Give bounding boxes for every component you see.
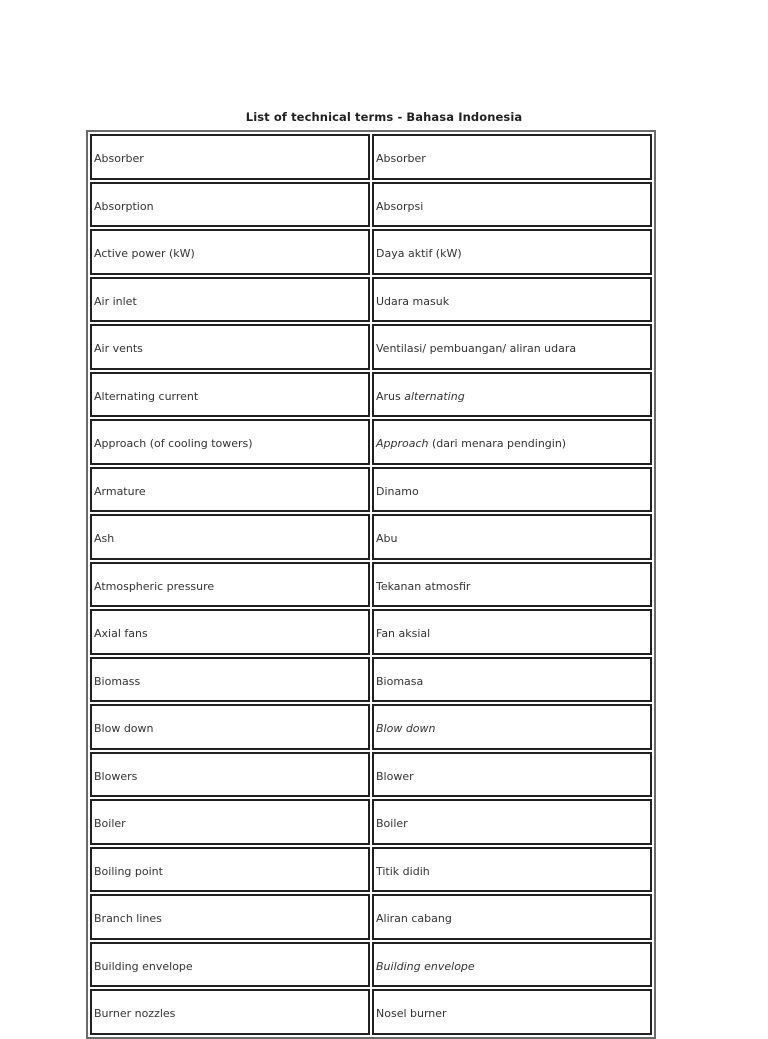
indonesian-term-text: alternating <box>404 389 465 403</box>
indonesian-term-cell <box>372 657 652 703</box>
indonesian-term-cell <box>372 514 652 560</box>
table-row <box>90 894 652 940</box>
table-row <box>90 467 652 513</box>
indonesian-term-text: Titik didih <box>376 864 430 878</box>
table-row <box>90 134 652 180</box>
english-term-cell: Active power (kW) <box>90 229 370 275</box>
indonesian-term-text: Tekanan atmosfir <box>376 579 471 593</box>
indonesian-term-cell <box>372 989 652 1035</box>
indonesian-term-cell <box>372 372 652 418</box>
english-term-cell: Blow down <box>90 704 370 750</box>
indonesian-term-cell <box>372 467 652 513</box>
indonesian-term-text: Approach <box>376 437 429 451</box>
indonesian-term-text: Blow down <box>376 722 436 736</box>
indonesian-term-text: Absorber <box>376 152 426 166</box>
indonesian-term-text: Abu <box>376 532 398 546</box>
table-row <box>90 562 652 608</box>
english-term-cell: Boiler <box>90 799 370 845</box>
table-row <box>90 657 652 703</box>
english-term-cell: Armature <box>90 467 370 513</box>
indonesian-term-text: Boiler <box>376 817 408 831</box>
indonesian-term-text: Ventilasi/ pembuangan/ aliran udara <box>376 342 577 356</box>
table-row <box>90 847 652 893</box>
indonesian-term-text: Aliran cabang <box>376 912 452 926</box>
english-term-cell: Boiling point <box>90 847 370 893</box>
table-row <box>90 419 652 465</box>
indonesian-term-text: Biomasa <box>376 674 424 688</box>
english-term-cell: Biomass <box>90 657 370 703</box>
indonesian-term-cell <box>372 752 652 798</box>
indonesian-term-cell <box>372 134 652 180</box>
table-row <box>90 229 652 275</box>
indonesian-term-cell <box>372 847 652 893</box>
indonesian-term-text: (dari menara pendingin) <box>428 437 567 451</box>
indonesian-term-text: Daya aktif (kW) <box>376 247 462 261</box>
indonesian-term-text: Udara masuk <box>376 294 450 308</box>
indonesian-term-text: Nosel burner <box>376 1007 447 1021</box>
table-row <box>90 277 652 323</box>
indonesian-term-text: Fan aksial <box>376 627 431 641</box>
document-title: List of technical terms - Bahasa Indonesia <box>245 110 523 124</box>
indonesian-term-text: Arus <box>376 389 405 403</box>
indonesian-term-cell <box>372 609 652 655</box>
table-row <box>90 609 652 655</box>
indonesian-term-cell <box>372 182 652 228</box>
indonesian-term-cell <box>372 324 652 370</box>
english-term-cell: Blowers <box>90 752 370 798</box>
indonesian-term-text: Absorpsi <box>376 199 424 213</box>
table-row <box>90 704 652 750</box>
table-row <box>90 324 652 370</box>
table-row <box>90 182 652 228</box>
indonesian-term-cell <box>372 277 652 323</box>
english-term-cell: Alternating current <box>90 372 370 418</box>
indonesian-term-text: Dinamo <box>376 484 419 498</box>
english-term-cell: Atmospheric pressure <box>90 562 370 608</box>
indonesian-term-cell <box>372 229 652 275</box>
english-term-cell: Approach (of cooling towers) <box>90 419 370 465</box>
english-term-cell: Ash <box>90 514 370 560</box>
english-term-cell: Axial fans <box>90 609 370 655</box>
indonesian-term-cell <box>372 562 652 608</box>
indonesian-term-cell <box>372 799 652 845</box>
terms-table <box>86 130 656 1039</box>
table-row <box>90 989 652 1035</box>
english-term-cell: Burner nozzles <box>90 989 370 1035</box>
english-term-cell: Air inlet <box>90 277 370 323</box>
table-row <box>90 799 652 845</box>
table-row <box>90 372 652 418</box>
terms-table-body <box>90 134 652 1035</box>
table-row <box>90 514 652 560</box>
english-term-cell: Absorber <box>90 134 370 180</box>
indonesian-term-cell <box>372 942 652 988</box>
indonesian-term-text: Building envelope <box>376 959 475 973</box>
table-row <box>90 752 652 798</box>
indonesian-term-cell <box>372 704 652 750</box>
english-term-cell: Air vents <box>90 324 370 370</box>
indonesian-term-cell <box>372 419 652 465</box>
indonesian-term-text: Blower <box>376 769 414 783</box>
indonesian-term-cell <box>372 894 652 940</box>
english-term-cell: Branch lines <box>90 894 370 940</box>
english-term-cell: Building envelope <box>90 942 370 988</box>
table-row <box>90 942 652 988</box>
english-term-cell: Absorption <box>90 182 370 228</box>
